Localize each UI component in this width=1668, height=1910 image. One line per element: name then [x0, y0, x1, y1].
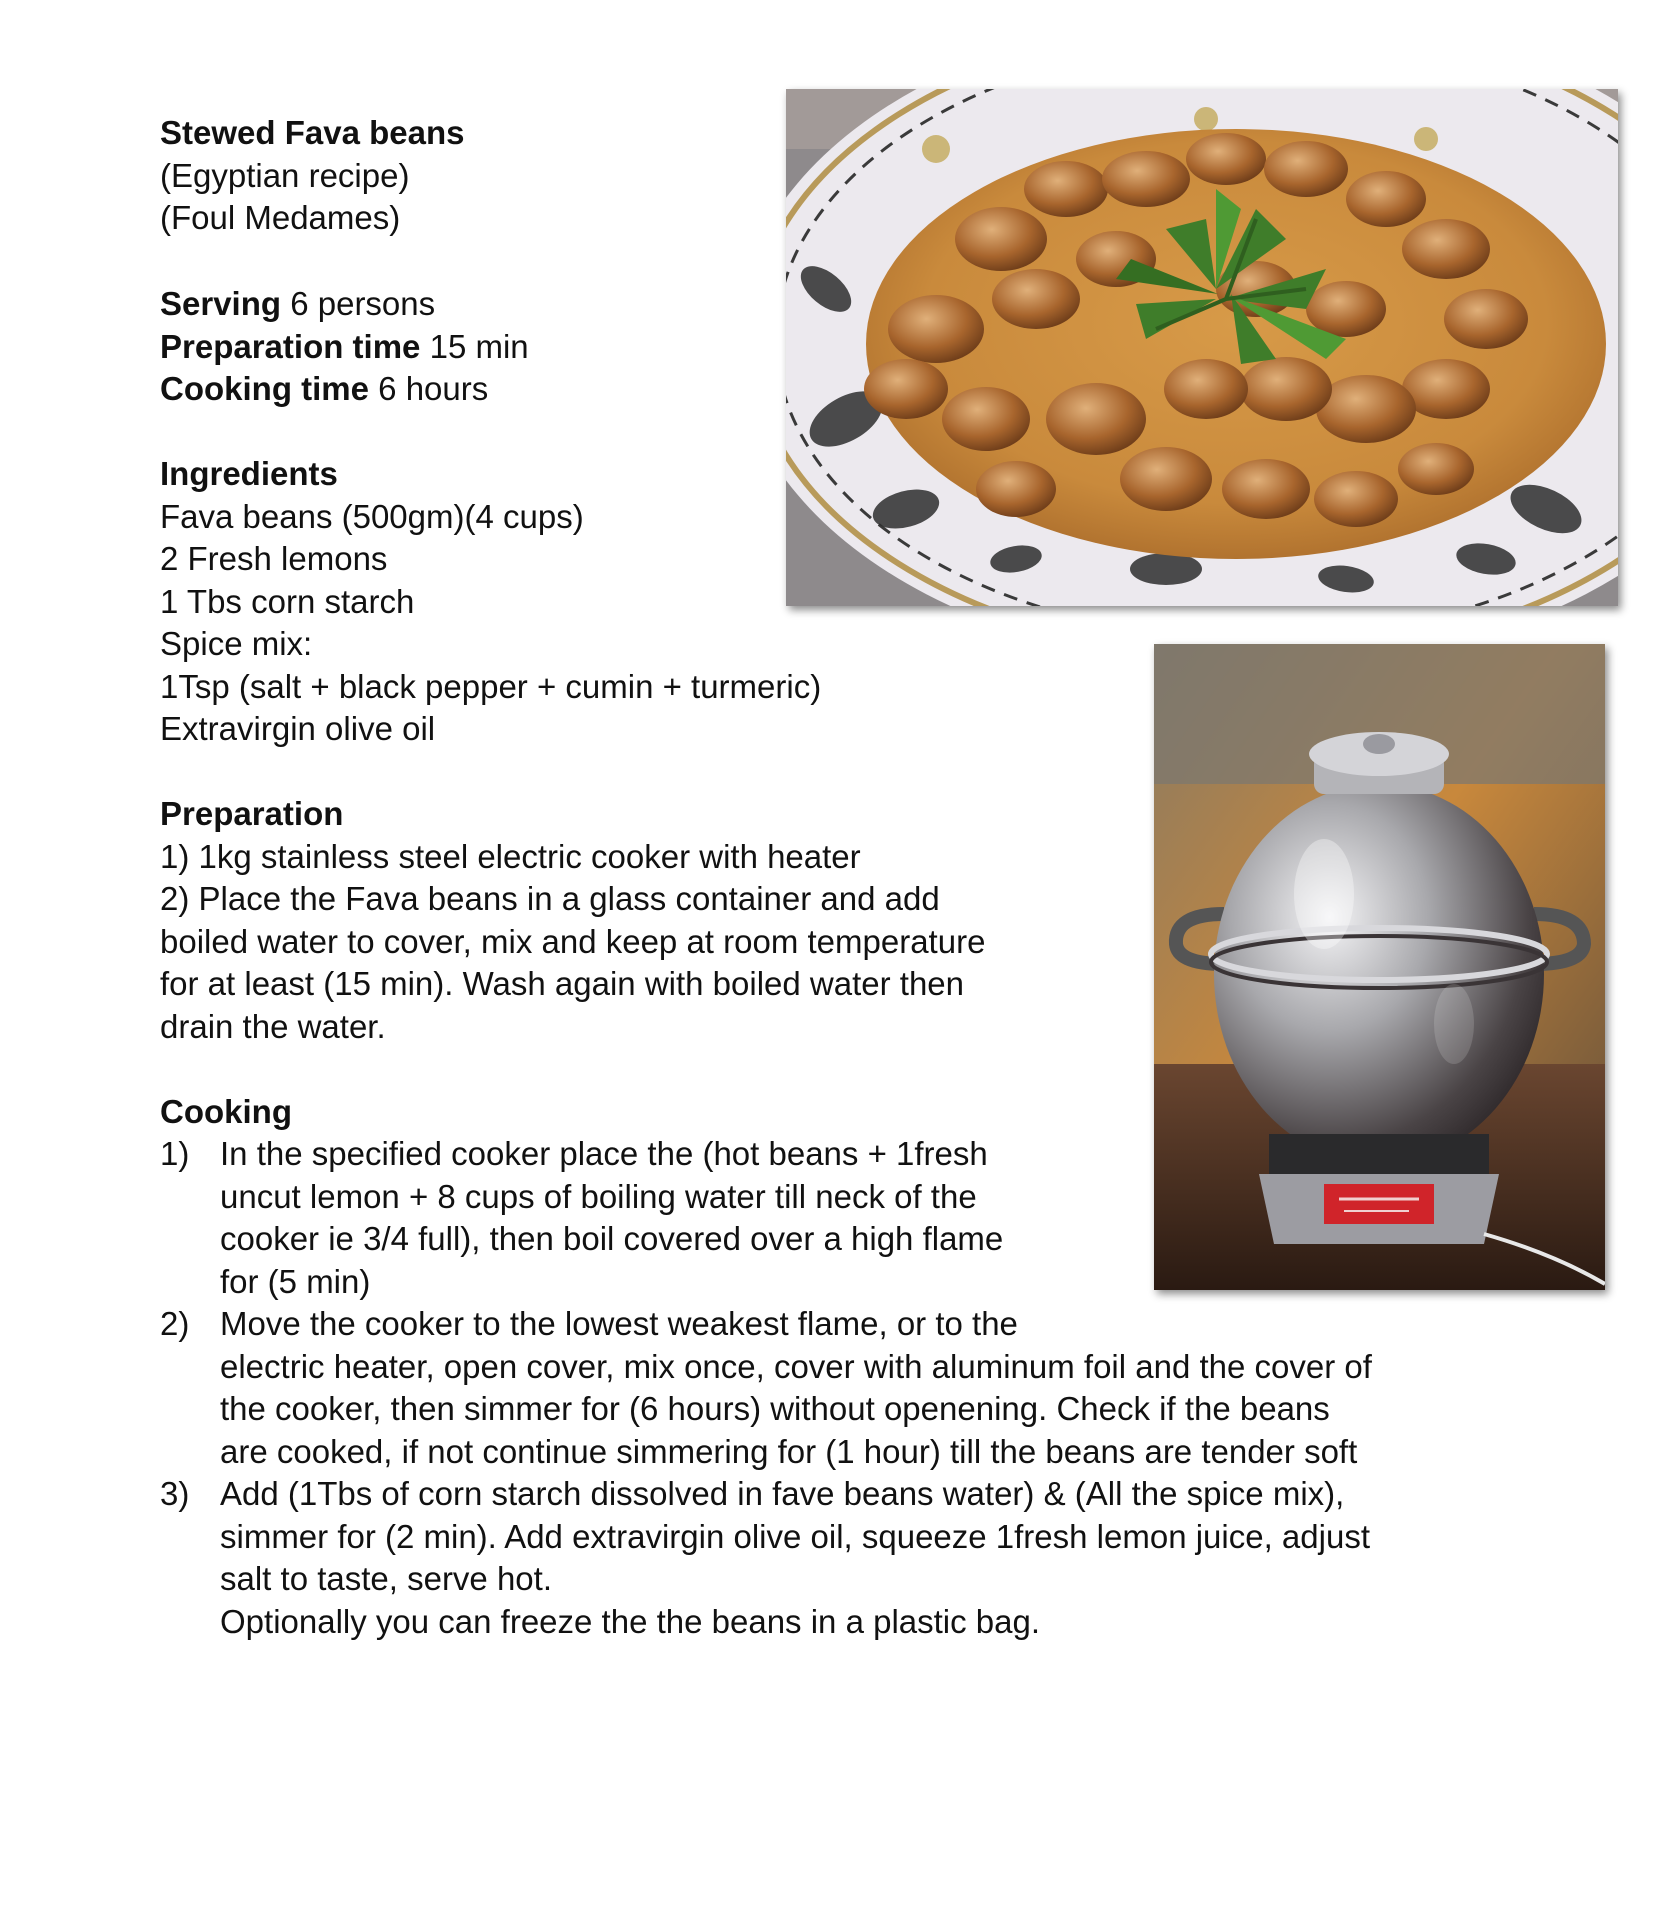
- recipe-subtitle-origin: (Egyptian recipe): [160, 156, 410, 194]
- serving-value: 6 persons: [281, 285, 436, 322]
- ingredient-item: 1Tsp (salt + black pepper + cumin + turmeric): [160, 667, 822, 705]
- step-line: are cooked, if not continue simmering for (1 hour) till the beans are tender soft: [220, 1432, 1358, 1470]
- step-line: the cooker, then simmer for (6 hours) without openening. Check if the beans: [220, 1390, 1330, 1427]
- preparation-line: boiled water to cover, mix and keep at room temperature: [160, 922, 986, 960]
- cook-time-label: Cooking time: [160, 370, 370, 407]
- serving-label: Serving: [160, 285, 282, 322]
- step-line: salt to taste, serve hot.: [220, 1560, 552, 1597]
- prep-time-label: Preparation time: [160, 327, 421, 365]
- step-line: Optionally you can freeze the the beans in a plastic bag.: [220, 1602, 1041, 1640]
- prep-time-value: 15 min: [420, 327, 529, 365]
- step-line: In the specified cooker place the (hot beans + 1fresh: [220, 1135, 988, 1172]
- ingredient-item: Spice mix:: [160, 625, 313, 662]
- step-number: 1): [160, 1135, 190, 1172]
- recipe-subtitle-name: (Foul Medames): [160, 199, 401, 236]
- ingredients-section: [160, 453, 821, 751]
- cooking-heading: Cooking: [160, 1093, 292, 1130]
- cook-time-value: 6 hours: [369, 370, 489, 407]
- ingredient-item: 1 Tbs corn starch: [160, 582, 415, 620]
- step-line: for (5 min): [220, 1262, 371, 1300]
- title-block: [160, 112, 464, 240]
- preparation-heading: Preparation: [160, 795, 344, 832]
- serving-line: [160, 283, 529, 326]
- prep-time-line: [160, 326, 529, 369]
- cooking-step: [160, 1303, 1372, 1473]
- ingredients-heading: Ingredients: [160, 455, 338, 492]
- recipe-title: Stewed Fava beans: [160, 114, 465, 151]
- step-line: electric heater, open cover, mix once, cover with aluminum foil and the cover of: [220, 1347, 1372, 1385]
- cooker-illustration: [1154, 644, 1605, 1290]
- step-line: simmer for (2 min). Add extravirgin olive oil, squeeze 1fresh lemon juice, adjust: [220, 1517, 1370, 1555]
- cooker-label-icon: [1324, 1184, 1434, 1224]
- plate-illustration: [786, 89, 1618, 606]
- step-line: Move the cooker to the lowest weakest flame, or to the: [220, 1305, 1018, 1342]
- preparation-line: 1) 1kg stainless steel electric cooker with heater: [160, 837, 861, 875]
- step-number: 3): [160, 1475, 190, 1512]
- preparation-line: drain the water.: [160, 1007, 386, 1045]
- stainless-steel-cooker-photo: [1154, 644, 1605, 1290]
- step-line: cooker ie 3/4 full), then boil covered over a high flame: [220, 1220, 1004, 1257]
- preparation-section: [160, 793, 985, 1048]
- step-line: uncut lemon + 8 cups of boiling water till neck of the: [220, 1177, 977, 1215]
- ingredient-item: 2 Fresh lemons: [160, 540, 388, 577]
- cook-time-line: [160, 368, 529, 411]
- step-number: 2): [160, 1305, 190, 1342]
- preparation-line: 2) Place the Fava beans in a glass container and add: [160, 880, 940, 917]
- ingredient-item: Extravirgin olive oil: [160, 710, 436, 747]
- ingredient-item: Fava beans (500gm)(4 cups): [160, 497, 584, 535]
- step-line: Add (1Tbs of corn starch dissolved in fave beans water) & (All the spice mix),: [220, 1475, 1345, 1512]
- plate-of-fava-beans-photo: [786, 89, 1618, 606]
- cooking-step: [160, 1473, 1372, 1643]
- preparation-line: for at least (15 min). Wash again with boiled water then: [160, 965, 965, 1002]
- info-block: [160, 283, 529, 411]
